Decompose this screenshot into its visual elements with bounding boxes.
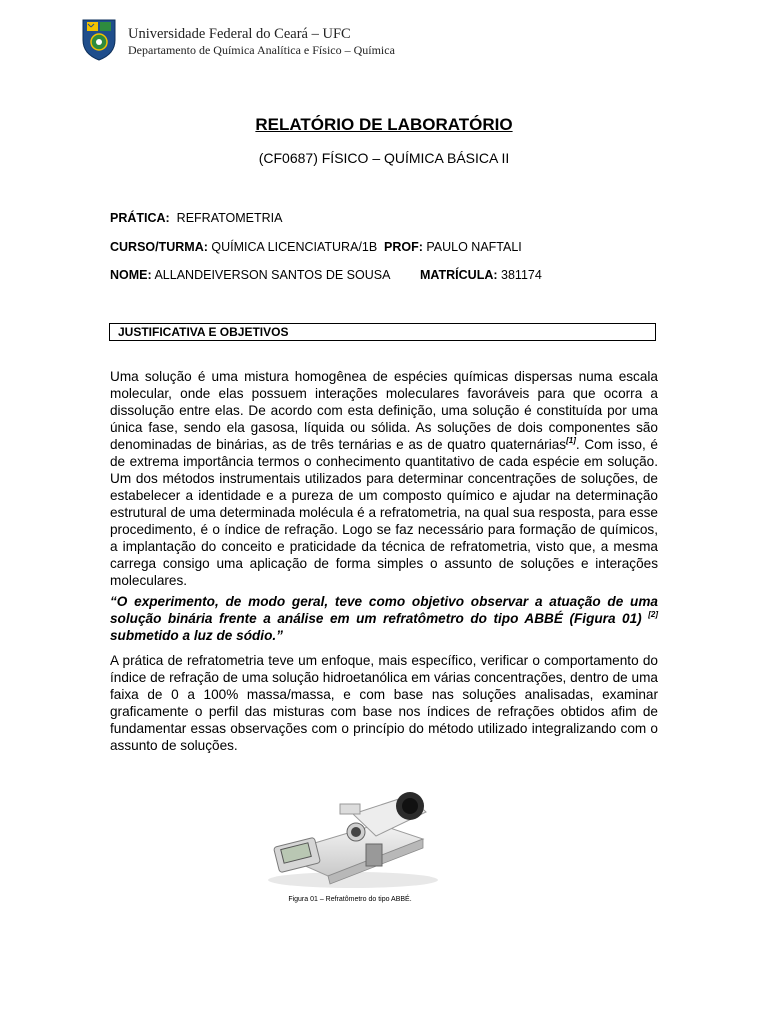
paragraph-intro-part2: . Com isso, é de extrema importância termos o conhecimento quantitativo de cada espécie em solução. Um dos métodos instrumentais utilizados para determinar concentrações de soluções, de estabelecer a identidade e a pureza de um composto químico e ajudar na determinação estrutural de uma determinada molécula é a refratometria, na qual sua resposta, para esse procedimento, é o índice de refração. Logo se faz necessário para formação de químicos, a implantação do conceito e praticidade da técnica de refratometria, visto que, a mesma carrega consigo uma aplicação de forma simples o assunto de soluções e interações moleculares. — [110, 437, 658, 588]
paragraph-scope: A prática de refratometria teve um enfoque, mais específico, verificar o comportamento do índice de refração de uma solução hidroetanólica em várias concentrações, dentro de uma faixa de 0 a 100% massa/massa, e com base nas soluções analisadas, examinar graficamente o perfil das misturas com base nos índices de refrações obtidos afim de fundamentar essas observações com o princípio do método utilizado integralizando com o assunto de soluções. — [110, 653, 658, 753]
field-matricula — [420, 268, 542, 282]
document-header — [80, 16, 680, 64]
field-nome — [110, 268, 390, 282]
pratica-label: PRÁTICA: — [110, 211, 170, 225]
institution-name: Universidade Federal do Ceará – UFC — [128, 26, 351, 42]
curso-value: QUÍMICA LICENCIATURA/1B — [211, 240, 378, 254]
nome-value: ALLANDEIVERSON SANTOS DE SOUSA — [154, 268, 391, 282]
course-subtitle: (CF0687) FÍSICO – QUÍMICA BÁSICA II — [258, 150, 510, 166]
matricula-value: 381174 — [501, 268, 542, 282]
department-name: Departamento de Química Analítica e Físico – Química — [128, 43, 395, 57]
ufc-crest-icon — [80, 16, 118, 62]
nome-label: NOME: — [110, 268, 152, 282]
paragraph-intro — [110, 368, 658, 589]
field-prof — [384, 240, 522, 254]
objective-quote-part2: submetido a luz de sódio.” — [110, 628, 283, 643]
matricula-label: MATRÍCULA: — [420, 268, 498, 282]
objective-quote — [110, 593, 658, 644]
report-title: RELATÓRIO DE LABORATÓRIO — [255, 115, 513, 134]
curso-label: CURSO/TURMA: — [110, 240, 208, 254]
objective-quote-part1: “O experimento, de modo geral, teve como objetivo observar a atuação de uma solução binária frente a análise em um refratômetro do tipo ABBÉ (Figura 01) — [110, 594, 658, 626]
figure-caption: Figura 01 – Refratômetro do tipo ABBÉ. — [288, 896, 412, 903]
field-curso — [110, 240, 377, 254]
reference-2: [2] — [648, 610, 659, 619]
prof-label: PROF: — [384, 240, 423, 254]
abbe-refractometer-icon — [258, 784, 448, 892]
section-heading: JUSTIFICATIVA E OBJETIVOS — [118, 325, 289, 339]
field-pratica — [110, 211, 282, 225]
pratica-value: REFRATOMETRIA — [176, 211, 283, 225]
reference-1: [1] — [566, 436, 576, 445]
paragraph-intro-part1: Uma solução é uma mistura homogênea de espécies químicas dispersas numa escala molecular, onde elas possuem interações moleculares favoráveis para que ocorra a dissolução entre elas. De acordo com esta definição, uma solução é constituída por uma única fase, sendo ela gasosa, líquida ou sólida. As soluções de dois componentes são denominadas de binárias, as de três ternárias e as de quatro quaternárias — [110, 369, 658, 452]
prof-value: PAULO NAFTALI — [426, 240, 522, 254]
section-heading-box — [109, 323, 656, 341]
